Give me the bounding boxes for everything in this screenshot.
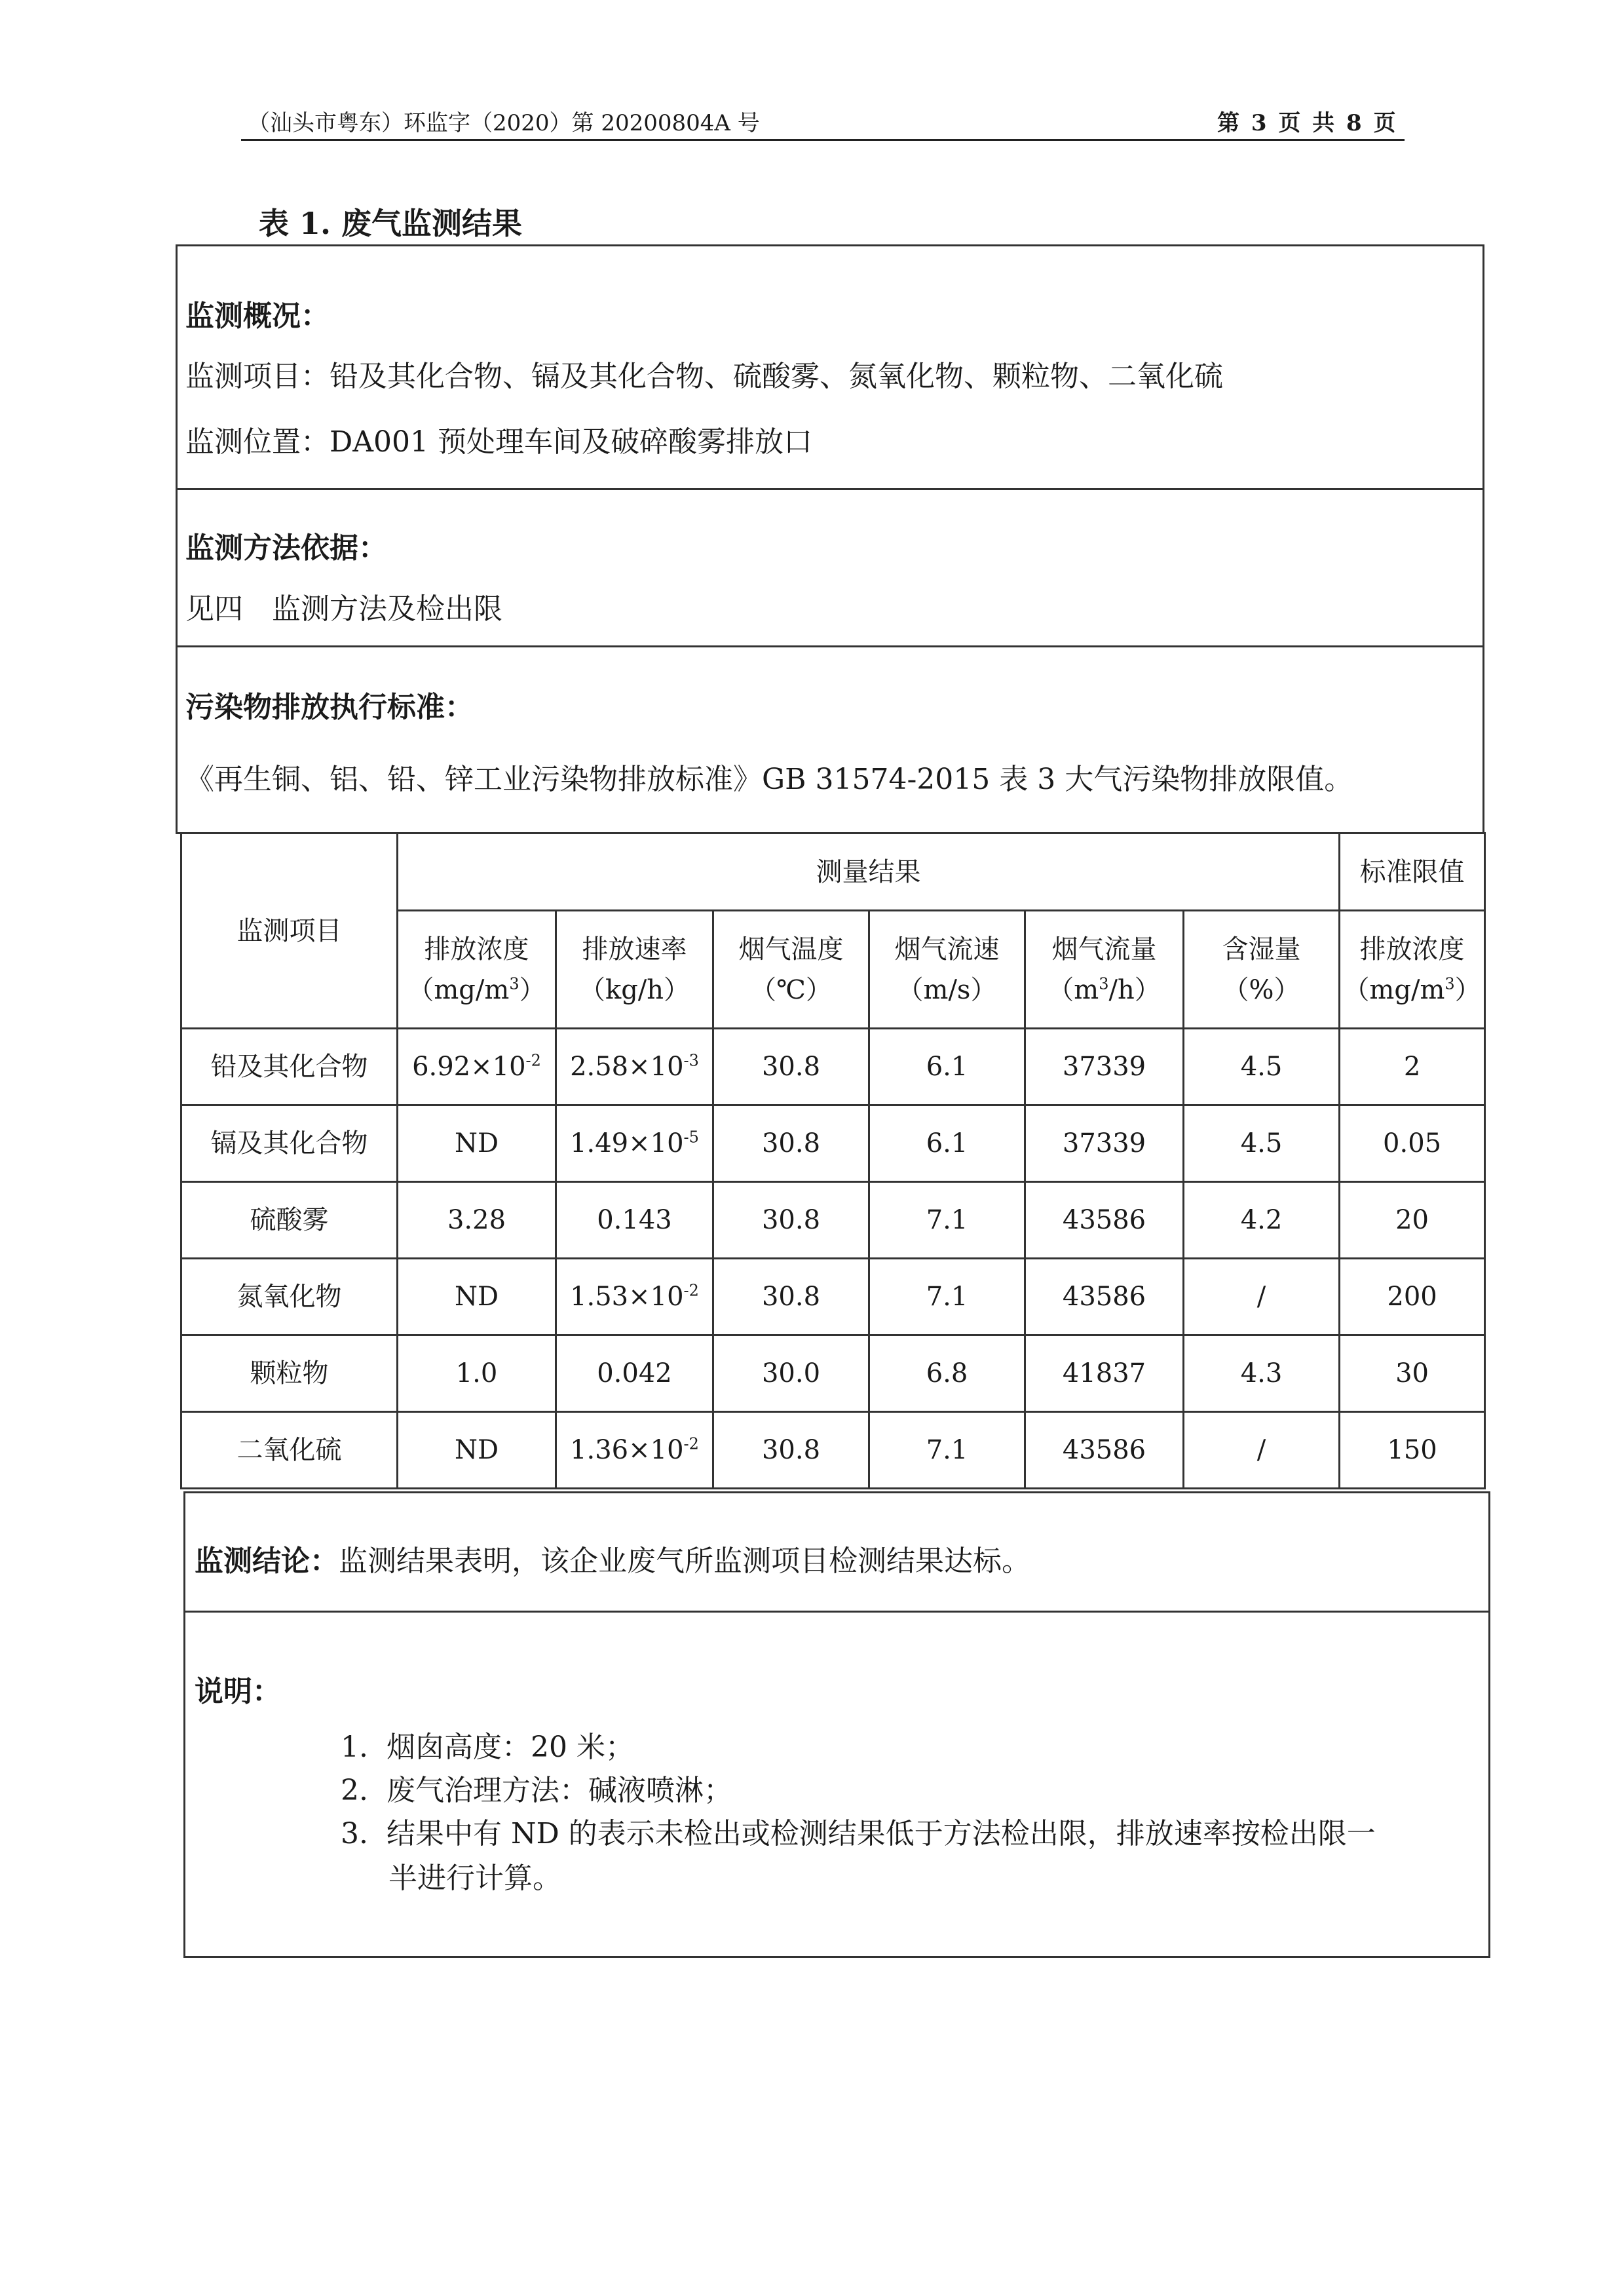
note-item: 2. 废气治理方法：碱液喷淋； bbox=[341, 1774, 732, 1807]
cell-rate: 0.042 bbox=[556, 1335, 713, 1412]
table-title: 表 1. 废气监测结果 bbox=[259, 206, 523, 241]
standard-label: 污染物排放执行标准： bbox=[185, 691, 474, 724]
overview-label: 监测概况： bbox=[185, 299, 330, 333]
column-header: 烟气温度 （℃） bbox=[713, 911, 869, 1029]
conclusion-text: 监测结果表明，该企业废气所监测项目检测结果达标。 bbox=[339, 1544, 1030, 1578]
cell-item: 二氧化硫 bbox=[181, 1412, 398, 1489]
section-divider bbox=[176, 488, 1484, 490]
cell-moisture: 4.5 bbox=[1184, 1029, 1340, 1105]
cell-temp: 30.8 bbox=[713, 1259, 869, 1335]
cell-velocity: 7.1 bbox=[869, 1412, 1025, 1489]
cell-rate: 0.143 bbox=[556, 1182, 713, 1259]
header-divider bbox=[241, 139, 1405, 141]
cell-velocity: 7.1 bbox=[869, 1259, 1025, 1335]
cell-flow: 37339 bbox=[1025, 1029, 1184, 1105]
cell-conc: $6.92\times 10^{-2}$ bbox=[398, 1029, 556, 1105]
table-row bbox=[181, 1182, 1485, 1259]
cell-limit: 0.05 bbox=[1340, 1105, 1485, 1182]
cell-velocity: 6.1 bbox=[869, 1029, 1025, 1105]
column-header: 排放速率 （kg/h） bbox=[556, 911, 713, 1029]
table-row bbox=[181, 1335, 1485, 1412]
cell-temp: 30.0 bbox=[713, 1335, 869, 1412]
conclusion bbox=[195, 1537, 1030, 1579]
cell-item: 镉及其化合物 bbox=[181, 1105, 398, 1182]
cell-flow: 43586 bbox=[1025, 1412, 1184, 1489]
cell-moisture: 4.3 bbox=[1184, 1335, 1340, 1412]
cell-limit: 2 bbox=[1340, 1029, 1485, 1105]
cell-rate: $1.49\times 10^{-5}$ bbox=[556, 1105, 713, 1182]
section-divider bbox=[183, 1611, 1490, 1613]
notes-label: 说明： bbox=[195, 1675, 281, 1708]
item-header: 监测项目 bbox=[181, 833, 398, 1029]
page-info: 第 3 页 共 8 页 bbox=[1217, 110, 1396, 136]
cell-flow: 43586 bbox=[1025, 1182, 1184, 1259]
cell-rate: $1.36\times 10^{-2}$ bbox=[556, 1412, 713, 1489]
conclusion-label: 监测结论： bbox=[195, 1544, 339, 1578]
cell-velocity: 6.8 bbox=[869, 1335, 1025, 1412]
cell-temp: 30.8 bbox=[713, 1029, 869, 1105]
note-item: 1. 烟囱高度：20 米； bbox=[341, 1731, 634, 1764]
table-row bbox=[181, 1105, 1485, 1182]
cell-moisture: 4.5 bbox=[1184, 1105, 1340, 1182]
cell-limit: 150 bbox=[1340, 1412, 1485, 1489]
cell-temp: 30.8 bbox=[713, 1182, 869, 1259]
cell-conc: ND bbox=[398, 1105, 556, 1182]
cell-item: 硫酸雾 bbox=[181, 1182, 398, 1259]
overview-items: 监测项目：铅及其化合物、镉及其化合物、硫酸雾、氮氧化物、颗粒物、二氧化硫 bbox=[185, 360, 1223, 393]
document-number: （汕头市粤东）环监字（2020）第 20200804A 号 bbox=[248, 110, 760, 136]
cell-flow: 43586 bbox=[1025, 1259, 1184, 1335]
column-header: 排放浓度 $(mg/m^3)$ bbox=[398, 911, 556, 1029]
overview-location: 监测位置：DA001 预处理车间及破碎酸雾排放口 bbox=[185, 425, 813, 459]
results-header: 测量结果 bbox=[398, 833, 1340, 911]
section-divider bbox=[176, 645, 1484, 647]
cell-rate: $2.58\times 10^{-3}$ bbox=[556, 1029, 713, 1105]
cell-limit: 20 bbox=[1340, 1182, 1485, 1259]
cell-item: 颗粒物 bbox=[181, 1335, 398, 1412]
cell-item: 氮氧化物 bbox=[181, 1259, 398, 1335]
method-label: 监测方法依据： bbox=[185, 531, 387, 565]
table-row bbox=[181, 1259, 1485, 1335]
column-header: 排放浓度 $(mg/m^3)$ bbox=[1340, 911, 1485, 1029]
column-header: 烟气流速 （m/s） bbox=[869, 911, 1025, 1029]
standard-text: 《再生铜、铝、铅、锌工业污染物排放标准》GB 31574-2015 表 3 大气污染物排放限值。 bbox=[185, 763, 1353, 796]
cell-temp: 30.8 bbox=[713, 1105, 869, 1182]
cell-conc: 3.28 bbox=[398, 1182, 556, 1259]
cell-rate: $1.53\times 10^{-2}$ bbox=[556, 1259, 713, 1335]
cell-conc: 1.0 bbox=[398, 1335, 556, 1412]
cell-flow: 37339 bbox=[1025, 1105, 1184, 1182]
note-item: 3. 结果中有 ND 的表示未检出或检测结果低于方法检出限，排放速率按检出限一 bbox=[341, 1817, 1376, 1850]
results-table bbox=[180, 832, 1486, 1489]
cell-item: 铅及其化合物 bbox=[181, 1029, 398, 1105]
method-text: 见四 监测方法及检出限 bbox=[185, 592, 502, 626]
note-item-continuation: 半进行计算。 bbox=[388, 1862, 561, 1895]
cell-moisture: / bbox=[1184, 1259, 1340, 1335]
cell-conc: ND bbox=[398, 1412, 556, 1489]
column-header: 烟气流量 $(m^3/h)$ bbox=[1025, 911, 1184, 1029]
cell-limit: 200 bbox=[1340, 1259, 1485, 1335]
cell-limit: 30 bbox=[1340, 1335, 1485, 1412]
cell-conc: ND bbox=[398, 1259, 556, 1335]
table-row bbox=[181, 1412, 1485, 1489]
cell-moisture: 4.2 bbox=[1184, 1182, 1340, 1259]
cell-velocity: 7.1 bbox=[869, 1182, 1025, 1259]
cell-temp: 30.8 bbox=[713, 1412, 869, 1489]
cell-velocity: 6.1 bbox=[869, 1105, 1025, 1182]
cell-moisture: / bbox=[1184, 1412, 1340, 1489]
cell-flow: 41837 bbox=[1025, 1335, 1184, 1412]
table-row bbox=[181, 1029, 1485, 1105]
limit-header: 标准限值 bbox=[1340, 833, 1485, 911]
column-header: 含湿量 （%） bbox=[1184, 911, 1340, 1029]
